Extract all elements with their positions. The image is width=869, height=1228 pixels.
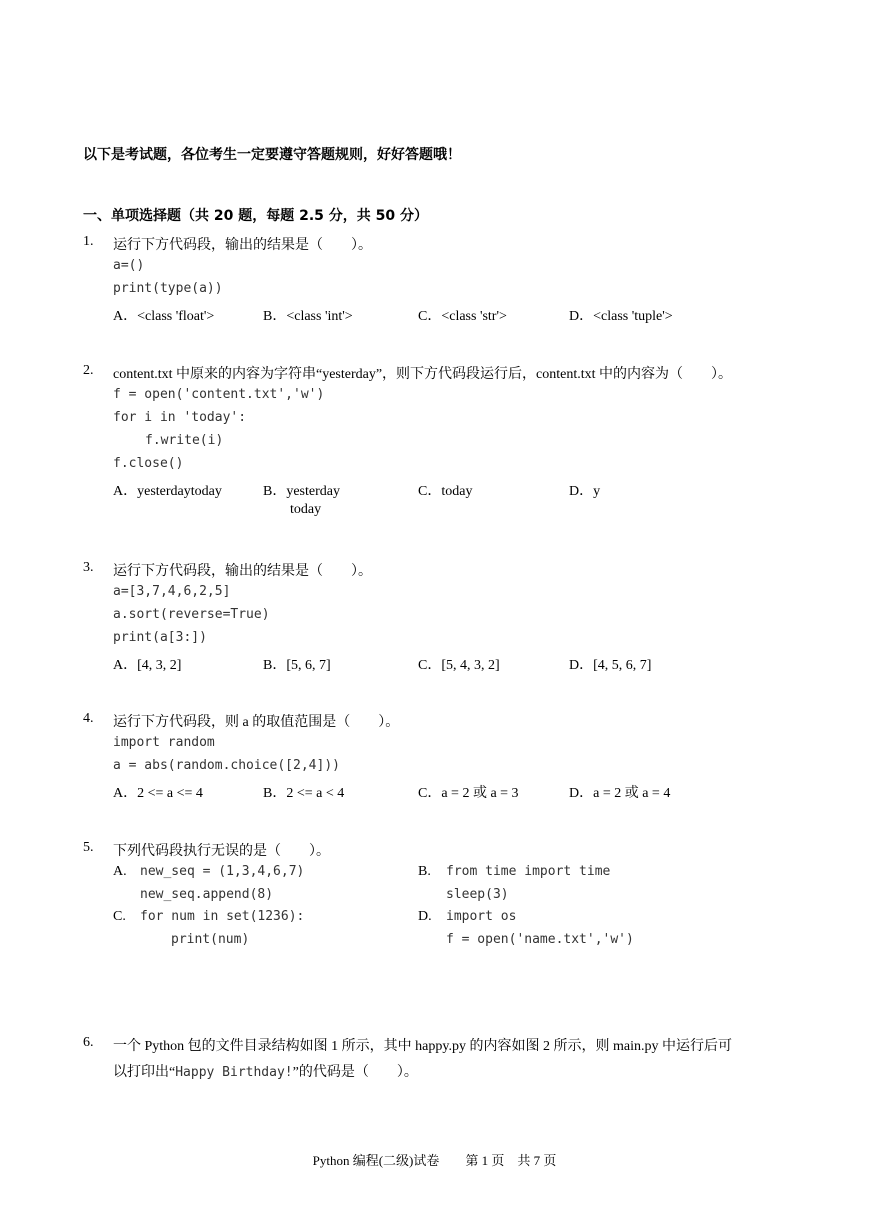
page-footer: Python 编程(二级)试卷 第 1 页 共 7 页 [312,1153,557,1168]
question-text: 一个 Python 包的文件目录结构如图 1 所示，其中 happy.py 的内容如图 2 所示，则 main.py 中运行后可 [113,1039,732,1054]
option-d: D．a = 2 或 a = 4 [569,786,671,801]
code-line: a=() [113,258,145,273]
option-a: A．yesterdaytoday [113,484,222,499]
code-line: import random [113,735,215,750]
code-line: sleep(3) [446,887,509,902]
option-b-label: B. [418,864,431,879]
code-line: a = abs(random.choice([2,4])) [113,758,340,773]
code-line: for i in 'today': [113,410,247,425]
option-b-line2: today [290,502,322,517]
code-line: new_seq.append(8) [140,887,274,902]
question-number: 2. [83,363,94,378]
option-c-label: C. [113,909,126,924]
question-text-line2 [113,1061,418,1081]
option-c: C．a = 2 或 a = 3 [418,786,519,801]
question-text: 运行下方代码段，输出的结果是（ ）。 [113,238,372,253]
section-title: 一、单项选择题（共 20 题，每题 2.5 分，共 50 分） [83,208,429,224]
question-text: content.txt 中原来的内容为字符串“yesterday”，则下方代码段运行后，content.txt 中的内容为（ ）。 [113,367,733,382]
code-line: for num in set(1236): [140,909,305,924]
code-line: a.sort(reverse=True) [113,607,270,622]
option-b: B．<class 'int'> [263,309,353,324]
code-line: a=[3,7,4,6,2,5] [113,584,231,599]
code-line: print(type(a)) [113,281,223,296]
question-number: 4. [83,711,94,726]
option-b: B．yesterday [263,484,340,499]
option-c: C．today [418,484,473,499]
option-a: A．2 <= a <= 4 [113,786,203,801]
code-line: f.close() [113,456,184,471]
code-line: f.write(i) [145,433,224,448]
code-line: print(num) [171,932,250,947]
question-number: 6. [83,1035,94,1050]
question-text: 运行下方代码段，输出的结果是（ ）。 [113,564,372,579]
option-c: C．[5, 4, 3, 2] [418,658,500,673]
option-b: B．2 <= a < 4 [263,786,345,801]
option-c: C．<class 'str'> [418,309,507,324]
question-text: 下列代码段执行无误的是（ ）。 [113,844,330,859]
option-d: D．y [569,484,601,499]
option-d: D．[4, 5, 6, 7] [569,658,652,673]
code-line: f = open('name.txt','w') [446,932,634,947]
option-a: A．[4, 3, 2] [113,658,182,673]
question-code-inline: Happy Birthday! [175,1065,293,1080]
code-line: print(a[3:]) [113,630,207,645]
question-number: 3. [83,560,94,575]
code-line: from time import time [446,864,611,879]
question-text: 运行下方代码段，则 a 的取值范围是（ ）。 [113,715,400,730]
option-b: B．[5, 6, 7] [263,658,331,673]
exam-intro: 以下是考试题，各位考生一定要遵守答题规则，好好答题哦！ [83,147,461,163]
code-line: import os [446,909,517,924]
question-number: 5. [83,840,94,855]
option-a-label: A. [113,864,127,879]
code-line: new_seq = (1,3,4,6,7) [140,864,305,879]
question-number: 1. [83,234,94,249]
code-line: f = open('content.txt','w') [113,387,325,402]
question-text-suffix: ”的代码是（ ）。 [292,1065,418,1080]
option-d-label: D. [418,909,432,924]
option-a: A．<class 'float'> [113,309,215,324]
question-text-prefix: 以打印出“ [113,1065,176,1080]
option-d: D．<class 'tuple'> [569,309,673,324]
